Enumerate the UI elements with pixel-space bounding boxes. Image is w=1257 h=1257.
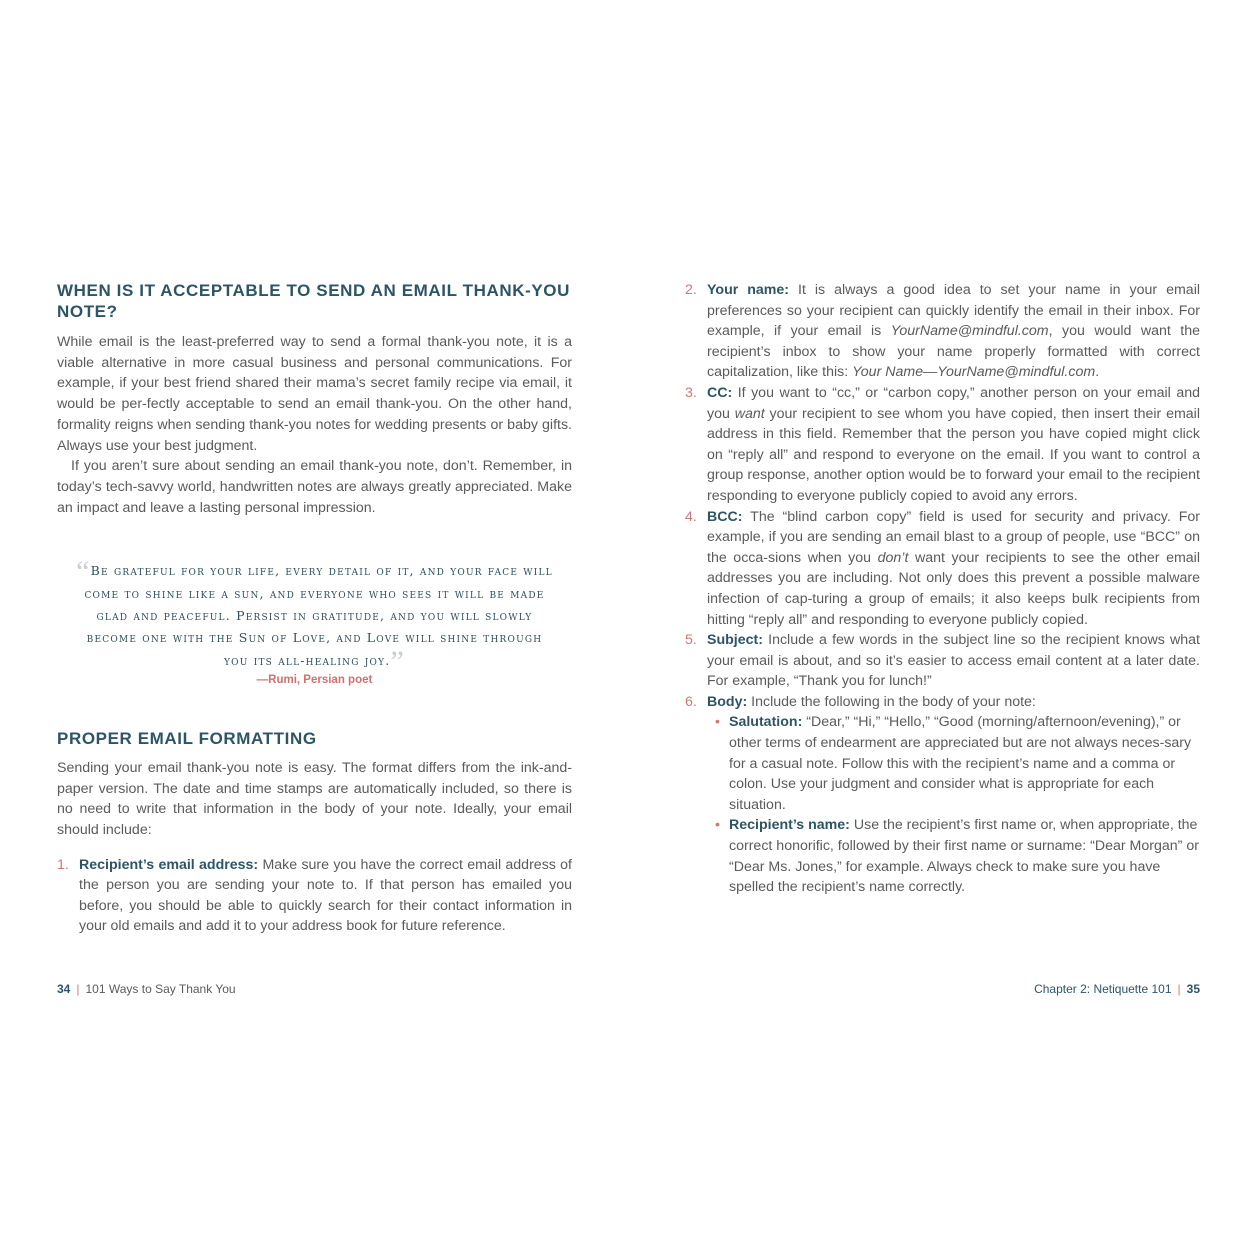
- list-item: [685, 280, 1200, 383]
- pull-quote: [57, 555, 572, 678]
- list-text: If you want to “cc,” or “carbon copy,” another person on your email and you: [707, 384, 1200, 422]
- paragraph: Sending your email thank-you note is easy. The format differs from the ink-and-paper version. The date and time stamps are automatically included, so there is no need to write that information in the body of your note. Ideally, your email should include:: [57, 759, 572, 838]
- emphasis: want: [734, 405, 765, 422]
- email-example: YourName@mindful.com: [890, 323, 1049, 340]
- steps-list: [685, 280, 1200, 898]
- list-number: 3.: [685, 384, 697, 401]
- sub-list: [707, 712, 1200, 897]
- list-number: 4.: [685, 508, 697, 525]
- bullet-icon: •: [715, 817, 720, 834]
- footer-separator: |: [76, 982, 80, 996]
- section-heading-formatting: PROPER EMAIL FORMATTING: [57, 728, 317, 748]
- list-term: Recipient’s email address:: [79, 856, 259, 873]
- list-term: Salutation:: [729, 714, 803, 731]
- list-text: .: [1095, 364, 1100, 381]
- list-term: Your name:: [707, 282, 790, 298]
- left-footer: [57, 982, 236, 996]
- close-quote-icon: ”: [390, 644, 405, 678]
- paragraph: While email is the least-preferred way to send a formal thank-you note, it is a viable alternative in more casual business and personal communications. For example, if your best friend shared their mama’s secret family recipe via email, it would be per-fectly acceptable to send an email thank-you. On the other hand, formality reigns when sending thank-you notes for wedding presents or baby gifts. Always use your best judgment.: [57, 334, 572, 454]
- open-quote-icon: “: [76, 555, 91, 589]
- list-number: 5.: [685, 632, 697, 649]
- page-number: 35: [1186, 982, 1200, 996]
- list-text: Include a few words in the subject line so the recipient knows what your email is about, and so it’s easier to access email content at a later date. For example, “Thank you for lunch!”: [707, 632, 1200, 690]
- paragraph: If you aren’t sure about sending an email thank-you note, don’t. Remember, in today’s tech-savvy world, handwritten notes are always greatly appreciated. Make an impact and leave a lasting personal impression.: [57, 458, 572, 516]
- chapter-title: Netiquette 101: [1090, 982, 1172, 996]
- list-text: your recipient to see whom you have copied, then insert their email address in this field. Remember that the person you have copied might click on “reply all” and respond to everyone on the email. If you want to control a group response, another option would be to forward your email to the recipient responding to everyone publicly copied to avoid any errors.: [707, 405, 1200, 504]
- list-term: Subject:: [707, 632, 763, 649]
- list-term: BCC:: [707, 508, 743, 525]
- list-text: Use the recipient’s first name or, when appropriate, the correct honorific, followed by their first name or surname: “Dear Morgan” or “Dear Ms. Jones,” for example. Always check to make sure you have spelled the recipient’s name correctly.: [729, 817, 1199, 896]
- left-page: [57, 280, 572, 937]
- email-example: Your Name—YourName@mindful.com: [852, 364, 1096, 381]
- list-term: CC:: [707, 384, 733, 401]
- steps-list: [57, 855, 572, 937]
- sub-list-item: [707, 712, 1200, 815]
- section-heading-acceptable: WHEN IS IT ACCEPTABLE TO SEND AN EMAIL THANK-YOU NOTE?: [57, 281, 570, 321]
- footer-separator: |: [1177, 982, 1181, 996]
- chapter-label: Chapter 2:: [1034, 982, 1091, 996]
- quote-text: Be grateful for your life, every detail of it, and your face will come to shine like a sun, and everyone who sees it will be made glad and peaceful. Persist in gratitude, and you will slowly become one with the Sun of Love, and Love will shine through you its all-healing joy.: [84, 563, 553, 668]
- list-number: 1.: [57, 856, 69, 873]
- quote-attribution: —Rumi, Persian poet: [256, 673, 373, 686]
- list-text: It is always a good idea to set your name in your email preferences so your recipient can quickly identify the email in their inbox. For example, if your email is: [707, 282, 1201, 340]
- bullet-icon: •: [715, 714, 720, 731]
- list-text: Include the following in the body of your note:: [747, 693, 1036, 710]
- list-number: 6.: [685, 693, 697, 710]
- right-footer: [1034, 982, 1200, 996]
- emphasis: don’t: [877, 549, 909, 566]
- list-item: [685, 383, 1200, 507]
- list-text: Make sure you have the correct email address of the person you are sending your note to. If that person has emailed you before, you should be able to quickly search for their contact information in your old emails and add it to your address book for future reference.: [79, 856, 573, 935]
- list-text: , you would want the recipient’s inbox to show your name properly formatted with correct capitalization, like this:: [707, 323, 1201, 381]
- list-term: Recipient’s name:: [729, 817, 850, 834]
- sub-list-item: [707, 815, 1200, 897]
- list-item: [685, 507, 1200, 631]
- page-number: 34: [57, 982, 71, 996]
- list-item: [57, 855, 572, 937]
- list-item: [685, 630, 1200, 692]
- book-title: 101 Ways to Say Thank You: [85, 982, 236, 996]
- right-page: [685, 280, 1200, 898]
- list-text: The “blind carbon copy” field is used for security and privacy. For example, if you are sending an email blast to a group of people, use “BCC” on the occa-sions when you: [707, 508, 1200, 566]
- list-text: “Dear,” “Hi,” “Hello,” “Good (morning/afternoon/evening),” or other terms of endearment are appreciated but are not always neces-sary for a casual note. Follow this with the recipient’s name and a comma or colon. Use your judgment and consider what is appropriate for each situation.: [729, 714, 1192, 813]
- list-term: Body:: [707, 693, 748, 710]
- list-text: want your recipients to see the other email addresses you are including. Not only does this prevent a possible malware infection of cap-turing a group of emails; it also keeps bulk recipients from hitting “reply all” and responding to everyone publicly copied.: [707, 549, 1200, 628]
- list-number: 2.: [685, 282, 697, 298]
- list-item: [685, 692, 1200, 898]
